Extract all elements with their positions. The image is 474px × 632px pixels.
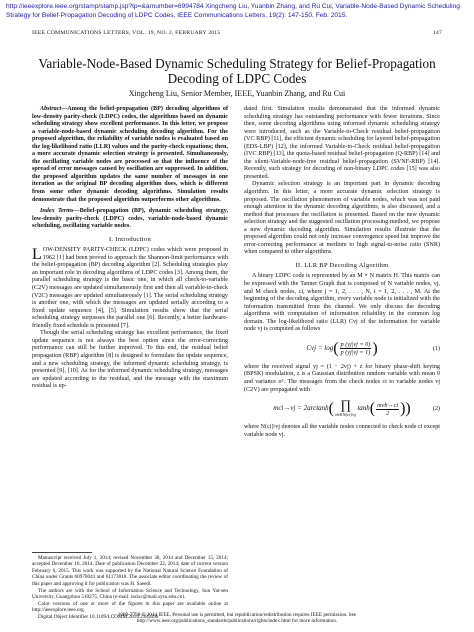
eq2-product-subscript: vb∈N(ci)\vj (335, 412, 357, 418)
page-number: 147 (432, 30, 442, 36)
eq2-inner-right-paren: ) (400, 400, 406, 418)
llr-paragraph-1: A binary LDPC code is represented by an M × N matrix H. This matrix can be expressed with the Tanner Graph that is composed of N variable nodes, vj, and M check nodes, ci, where j = 1, 2, . . . , N, i = 1, 2, . . . , M. At the beginning of the decoding algorithm, every variable node is initialized with the information transmitted from the channel. We only discuss the decoding algorithms with computation of information reliability in the common log domain. The log-likelihood ratio (LLR) Cvj of the information for variable node vj is computed as follows (244, 273, 440, 333)
footnote-doi: Digital Object Identifier 10.1109/LCOMM.2014.2385096 (38, 614, 159, 621)
running-head (32, 30, 442, 36)
abstract-text: —Among the belief-propagation (BP) decoding algorithms of low-density parity-check (LDPC) codes, the algorithms based on dynamic scheduling strategy show excellent performance. In this letter, we propose a variable-node-based dynamic scheduling decoding algorithm. For the proposed algorithm, the reliability of variable nodes is evaluated based on the log-likelihood ratio (LLR) values and the parity-check equations; then, a more accurate dynamic selection strategy is presented. Simultaneously, the oscillating variable nodes are processed so that the influence of the spread of error messages caused by oscillation are suppressed. In addition, the proposed algorithm updates the same number of messages in one iteration as the original BP decoding algorithm does, which is different from some other dynamic decoding algorithms. Simulation results demonstrate that the proposed algorithm outperforms other algorithms. (32, 106, 228, 203)
eq1-number: (1) (432, 345, 440, 353)
running-head-journal: IEEE COMMUNICATIONS LETTERS, VOL. 19, NO. 2, FEBRUARY 2015 (32, 30, 221, 36)
abstract-label: Abstract (40, 106, 62, 112)
copyright-notice: 1089-7798 © 2014 IEEE. Personal use is permitted, but republication/redistribution requires IEEE permission. See http://www.ieee.org/publications_standards/publications/rights/index.html for more information. (117, 612, 357, 625)
section-heading-introduction: I. Introduction (108, 235, 152, 243)
index-terms-text: —Belief-propagation (BP), dynamic scheduling strategy, low-density parity-check (LDPC) codes, variable-node-based dynamic scheduling, oscillating variable nodes. (32, 208, 228, 230)
left-column (32, 106, 228, 391)
eq2-product (335, 399, 356, 419)
citation-note[interactable]: http://ieeexplore.ieee.org/stamp/stamp.jsp?tp=&arnumber=6994784 Xingcheng Liu, Yuanbin Zhang, and Ru Cui, Variable-Node-Based Dynamic Scheduling Strategy for Belief-Propagation Decoding of LDPC Codes, IEEE Communications Letters, 19(2): 147-150, Feb. 2015. (6, 3, 460, 19)
eq1-fraction (340, 341, 372, 356)
eq2-lhs: mci→vj = 2arctanh (273, 404, 329, 413)
product-symbol: ∏ (340, 397, 352, 413)
equation-2 (244, 398, 440, 420)
drop-cap: L (32, 246, 42, 264)
eq2-number: (2) (432, 405, 440, 413)
eq2-tanh: tanh (357, 404, 370, 413)
intro-paragraph-1 (32, 247, 228, 330)
eq2-left-paren: ( (328, 400, 334, 418)
right-column (244, 106, 440, 439)
author-line: Xingcheng Liu, Senior Member, IEEE, Yuanbin Zhang, and Ru Cui (128, 89, 346, 98)
eq1-numerator: p (yj|vj = 0) (340, 341, 371, 349)
eq2-fraction (376, 402, 399, 417)
footnote-manuscript: Manuscript received July 1, 2014; revised November 30, 2014 and December 15, 2014; accepted December 16, 2014. Date of publication December 22, 2014; date of current version February 6, 2015. This work was supported by the National Natural Science Foundation of China under Grants 60970041 and 61173018. The associate editor coordinating the review of this paper and approving it for publication was H. Saeedi. (32, 555, 228, 587)
eq2-numerator: mvb→ci (377, 401, 399, 409)
index-terms (32, 208, 228, 231)
abstract (32, 106, 228, 204)
llr-paragraph-3: where N(ci)\vj denotes all the variable nodes connected to check node ci except variable node vj. (244, 424, 440, 438)
paper-title: Variable-Node-Based Dynamic Scheduling Strategy for Belief-Propagation Decoding of LDPC Codes (38, 56, 436, 87)
eq1-left-paren: ( (333, 339, 339, 357)
footnote-color: Color versions of one or more of the figures in this paper are available online at http://ieeexplore.ieee.org. (32, 601, 228, 614)
footnote-rule (32, 552, 92, 553)
eq1-denominator: p (yj|vj = 1) (340, 349, 371, 357)
index-terms-label: Index Terms (40, 208, 74, 215)
right-paragraph-1: dated first. Simulation results demonstrated that the informed dynamic scheduling strategy has outstanding performance with fewer iterations. Since then, some decoding algorithms using informed dynamic scheduling strategy were introduced, such as the Variable-to-Check residual belief-propagation (VC RBP) [11], the efficient dynamic scheduling for layered belief-propagation (EDS-LBP) [12], the informed Variable-to-Check residual belief-propagation (IVC RBP) [13], the quota-based residual belief-propagation (Q-RBP) [14] and the silent-Variable-node-free residual belief-propagation (SVNF-RBP) [14]. Recently, such strategy for decoding of non-binary LDPC codes [15] was also presented. (244, 106, 440, 180)
equation-1 (244, 338, 440, 360)
llr-paragraph-2: where the received signal yj = (1 − 2vj) + z for binary phase-shift keying (BPSK) modulation, z is a Gaussian distribution random variable with mean 0 and variance σ². The messages from the check nodes ci to variable nodes vj (C2V) are propagated with (244, 363, 440, 393)
section-heading-llr-bp: II. LLR BP Decoding Algorithm (295, 261, 389, 269)
footnote-affiliation: The authors are with the School of Information Science and Technology, Sun Yat-sen University, Guangzhou 510275, China (e-mail: isslxc@mail.sysu.edu.cn). (32, 587, 228, 601)
eq1-right-paren: ) (372, 339, 378, 357)
eq1-lhs: Cvj = log (306, 344, 334, 353)
right-paragraph-2: Dynamic selection strategy is an important part in dynamic decoding algorithm. In this letter, a more accurate dynamic selection strategy is proposed. The oscillation phenomenon of variable nodes, which was not paid enough attention in the dynamic decoding algorithms, is also discussed, and a method that processes the oscillation is presented. Based on the new dynamic selection strategy and the suggested oscillation processing method, we propose a new dynamic decoding algorithm. Simulation results illustrate that the proposed algorithm could not only increase convergence speed but improve the error-correcting performance at medium to high signal-to-noise ratio (SNR) when compared to other algorithms. (244, 181, 440, 256)
intro-paragraph-2: Though the serial scheduling strategy has excellent performance, the fixed update sequence is not always the best option since the error-correcting performance can still be further improved. To this end, the residual belief propagation (RBP) algorithm [8] is designed to formulate the update sequence, and a new scheduling strategy, the informed dynamic scheduling strategy, is presented [9], [10]. As for the informed dynamic scheduling strategy, messages are updated according to the residual, and the message with the maximum residual is up- (32, 330, 228, 390)
intro-paragraph-1-text: OW-DENSITY PARITY-CHECK (LDPC) codes which were proposed in 1962 [1] had been proved to approach the Shannon-limit performance with the belief-propagation (BP) decoding algorithm [2]. Scheduling strategies play an important role in decoding algorithms of LDPC codes [3]. Among them, the parallel scheduling strategy is the basic one, in which all check-to-variable (C2V) messages are updated simultaneously first and then all variable-to-check (V2C) messages are updated simultaneously [1]. The serial scheduling strategy is another one, with which the messages are updated serially according to a fixed update sequence [4], [5]. Simulation results show that the serial scheduling strategy surpasses the parallel one [6]. Recently, a better hardware-friendly fixed schedule is presented [7]. (32, 247, 228, 329)
eq2-right-paren: ) (405, 400, 411, 418)
eq2-inner-left-paren: ( (369, 400, 376, 418)
eq2-denominator: 2 (386, 409, 390, 417)
